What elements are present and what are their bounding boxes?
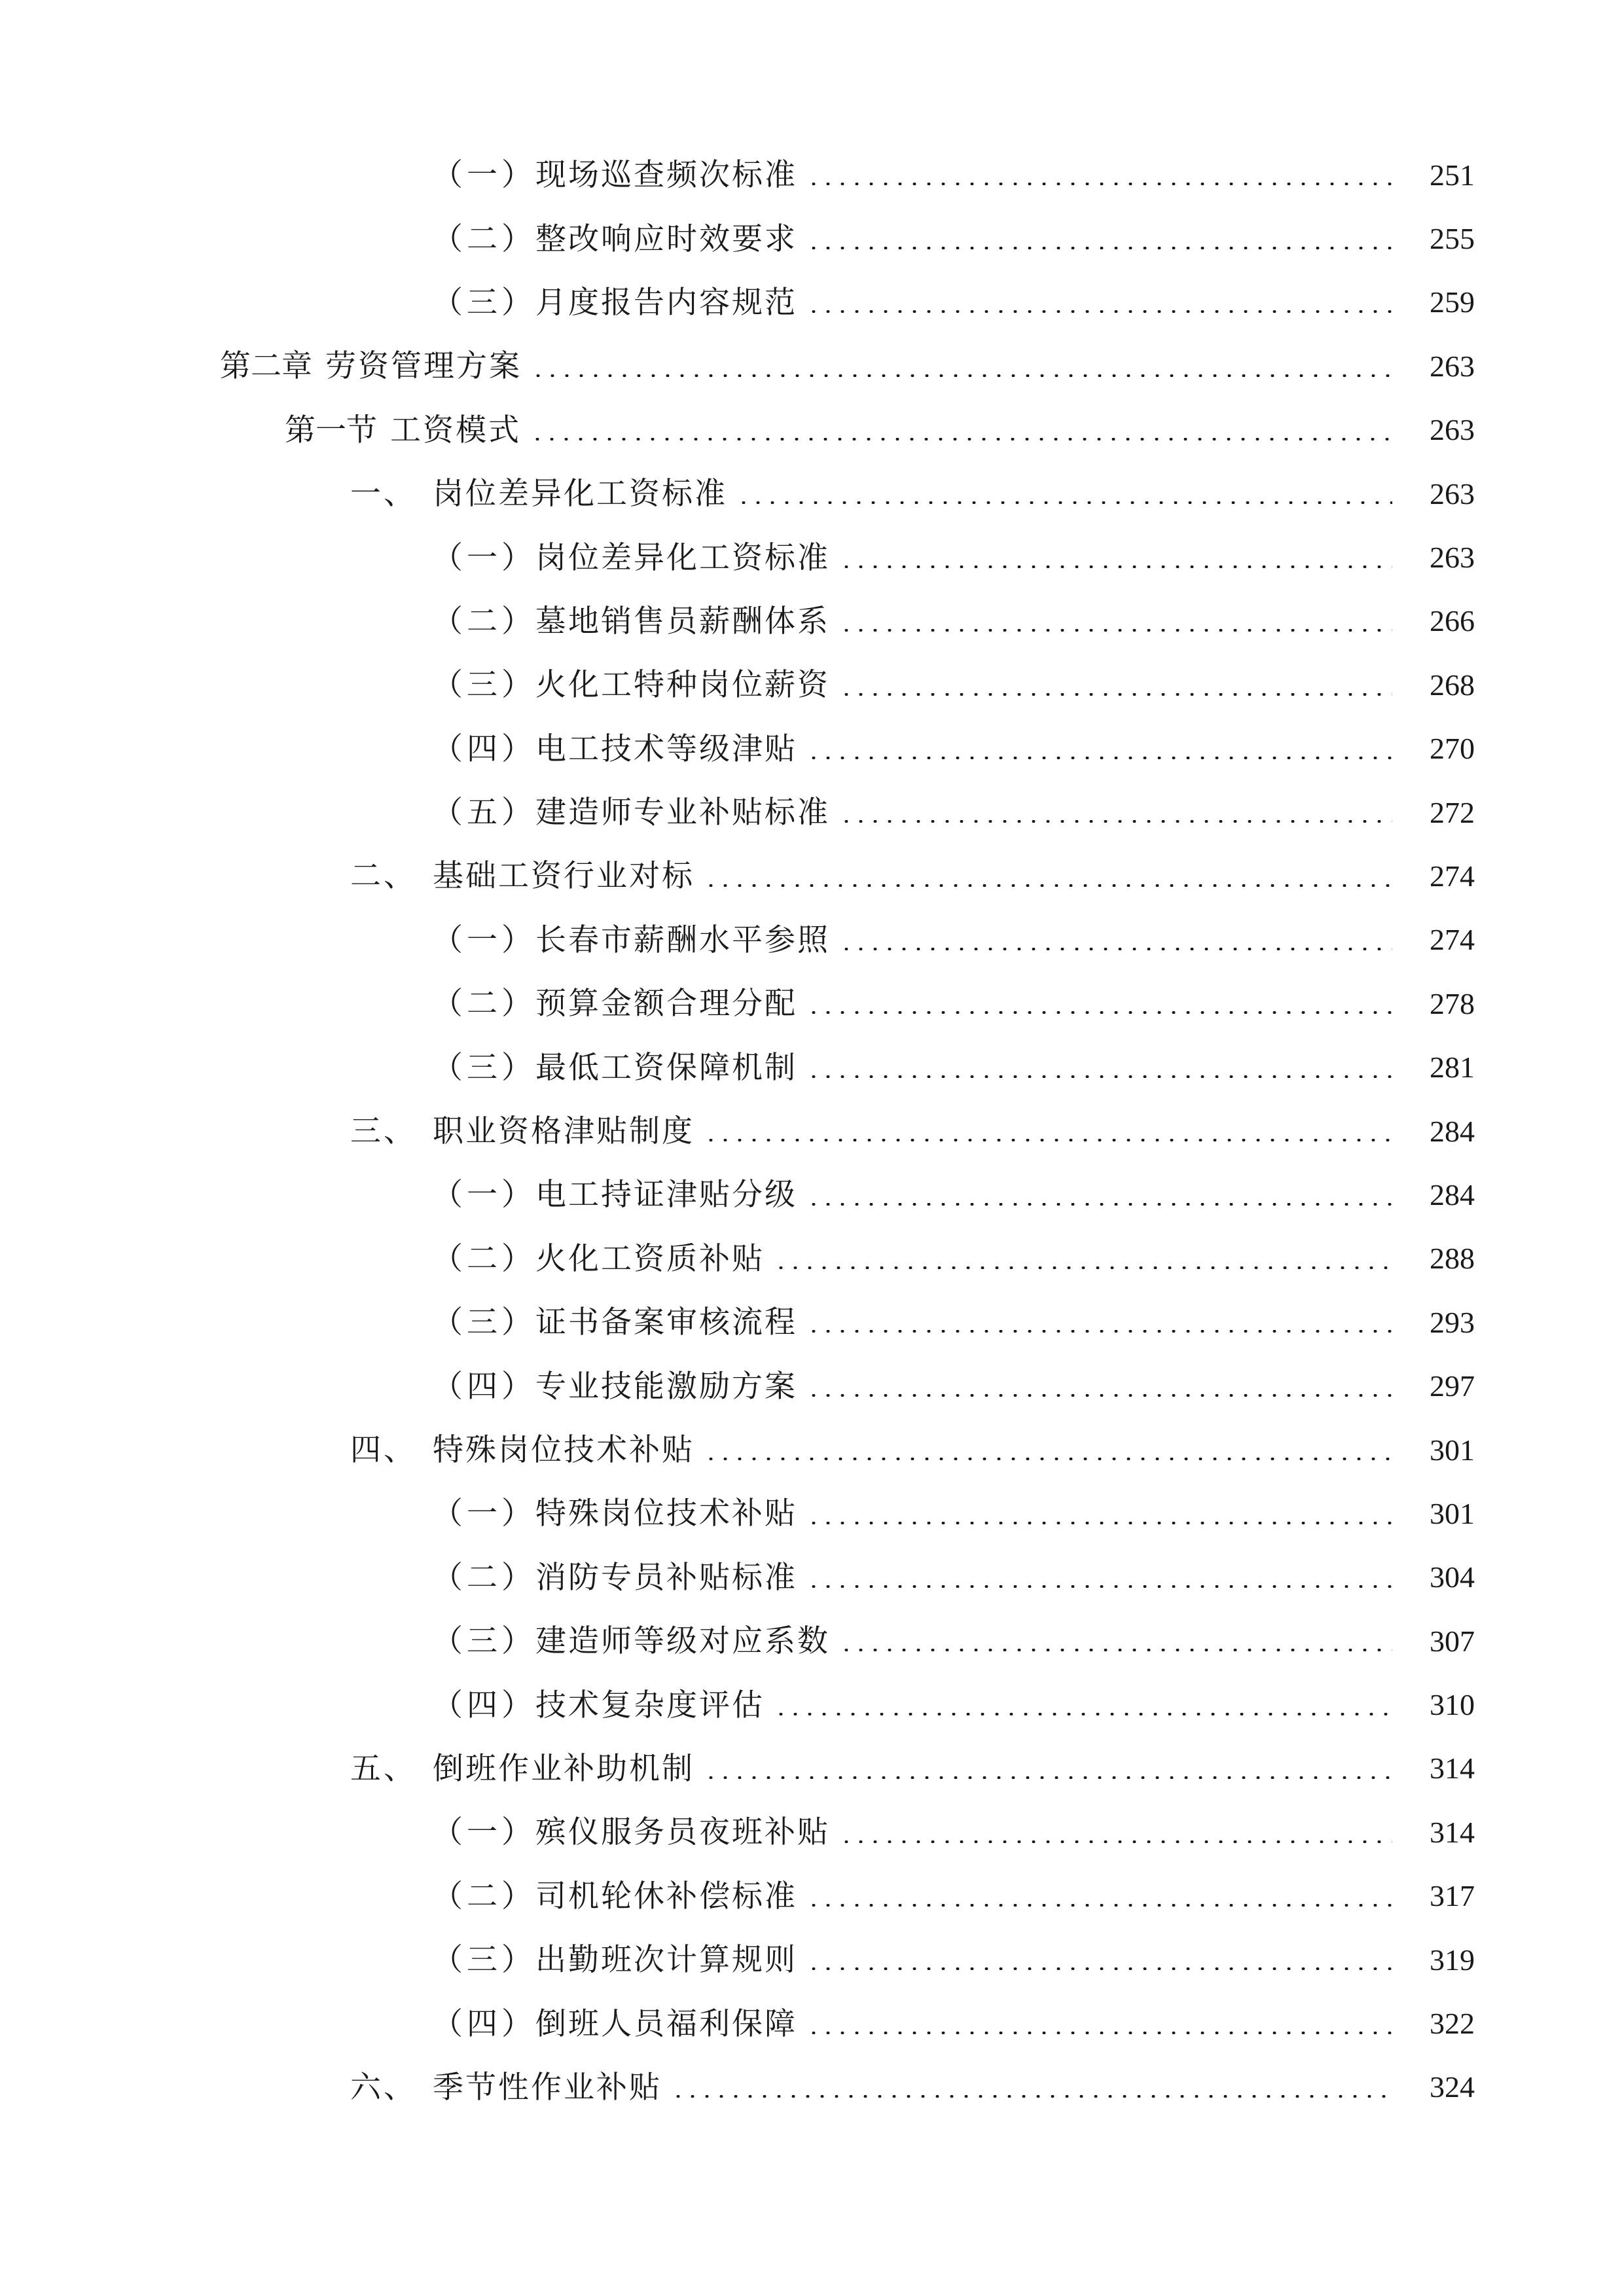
toc-entry-number: （二） (432, 1559, 536, 1596)
toc-entry-number: 三、 (350, 1113, 417, 1150)
toc-entry-title: 建造师专业补贴标准 (535, 795, 830, 831)
toc-entry-number: （四） (432, 2005, 536, 2042)
toc-entry-sub[interactable] (0, 1609, 1624, 1673)
toc-entry-page-number: 266 (1430, 604, 1475, 638)
toc-entry-page-number: 304 (1430, 1560, 1475, 1594)
toc-entry-title: 岗位差异化工资标准 (433, 476, 727, 512)
toc-entry-page-number: 307 (1430, 1624, 1475, 1658)
toc-entry-sub[interactable] (0, 1035, 1624, 1099)
toc-entry-sub[interactable] (0, 1227, 1624, 1291)
dot-leader (806, 757, 1392, 759)
toc-entry-page-number: 324 (1430, 2070, 1475, 2104)
toc-entry-title: 特殊岗位技术补贴 (535, 1496, 797, 1532)
dot-leader (806, 1522, 1392, 1524)
toc-entry-page-number: 272 (1430, 795, 1475, 829)
toc-entry-title: 倒班人员福利保障 (535, 2005, 797, 2042)
toc-entry-title: 证书备案审核流程 (535, 1304, 797, 1341)
dot-leader (806, 247, 1392, 249)
toc-entry-sub[interactable] (0, 143, 1624, 207)
dot-leader (806, 1075, 1392, 1078)
dot-leader (839, 948, 1392, 950)
toc-entry-title: 出勤班次计算规则 (535, 1942, 797, 1979)
toc-entry-page-number: 274 (1430, 859, 1475, 893)
toc-entry-title: 消防专员补贴标准 (535, 1559, 797, 1596)
toc-entry-title: 月度报告内容规范 (535, 284, 797, 321)
toc-entry-page-number: 270 (1430, 732, 1475, 766)
toc-entry-sub[interactable] (0, 1992, 1624, 2055)
dot-leader (839, 1840, 1392, 1843)
dot-leader (806, 1967, 1392, 1970)
toc-entry-page-number: 284 (1430, 1114, 1475, 1148)
toc-entry-number: （一） (432, 1496, 536, 1532)
toc-entry-sub[interactable] (0, 207, 1624, 270)
dot-leader (806, 1011, 1392, 1014)
toc-entry-item[interactable] (0, 1418, 1624, 1482)
toc-entry-number: （四） (432, 1687, 536, 1723)
dot-leader (704, 884, 1392, 887)
toc-entry-title: 专业技能激励方案 (535, 1368, 797, 1405)
toc-entry-page-number: 263 (1430, 413, 1475, 447)
dot-leader (774, 1266, 1392, 1269)
table-of-contents (0, 143, 1624, 2119)
dot-leader (736, 501, 1392, 504)
toc-entry-number: （二） (432, 1878, 536, 1914)
dot-leader (839, 693, 1392, 696)
toc-entry-number: （三） (432, 284, 536, 321)
toc-entry-number: （二） (432, 1240, 536, 1277)
toc-entry-item[interactable] (0, 1737, 1624, 1801)
toc-entry-title: 倒班作业补助机制 (433, 1750, 695, 1787)
toc-entry-page-number: 259 (1430, 285, 1475, 319)
toc-entry-sub[interactable] (0, 590, 1624, 653)
toc-entry-title: 最低工资保障机制 (535, 1049, 797, 1086)
toc-entry-title: 职业资格津贴制度 (433, 1113, 695, 1150)
toc-entry-page-number: 281 (1430, 1050, 1475, 1085)
toc-entry-title: 劳资管理方案 (325, 348, 522, 385)
toc-entry-sub[interactable] (0, 1163, 1624, 1227)
toc-entry-page-number: 297 (1430, 1369, 1475, 1403)
toc-entry-page-number: 314 (1430, 1815, 1475, 1849)
toc-entry-title: 基础工资行业对标 (433, 858, 695, 895)
toc-entry-number: （一） (432, 1814, 536, 1851)
toc-entry-page-number: 263 (1430, 541, 1475, 575)
toc-entry-page-number: 293 (1430, 1305, 1475, 1339)
toc-entry-sub[interactable] (0, 717, 1624, 781)
dot-leader (806, 310, 1392, 313)
toc-entry-page-number: 255 (1430, 222, 1475, 256)
dot-leader (839, 629, 1392, 632)
toc-entry-number: （一） (432, 1177, 536, 1213)
toc-entry-item[interactable] (0, 1100, 1624, 1163)
toc-entry-page-number: 274 (1430, 923, 1475, 957)
dot-leader (806, 1330, 1392, 1333)
toc-entry-page-number: 319 (1430, 1943, 1475, 1977)
toc-entry-title: 建造师等级对应系数 (535, 1623, 830, 1660)
toc-entry-number: （一） (432, 539, 536, 576)
toc-entry-title: 现场巡查频次标准 (535, 157, 797, 194)
dot-leader (806, 183, 1392, 185)
dot-leader (839, 1649, 1392, 1651)
toc-entry-title: 整改响应时效要求 (535, 221, 797, 257)
toc-entry-title: 技术复杂度评估 (535, 1687, 765, 1723)
toc-entry-sub[interactable] (0, 972, 1624, 1035)
toc-entry-number: 一、 (350, 476, 417, 512)
toc-entry-number: （四） (432, 1368, 536, 1405)
toc-entry-number: 五、 (350, 1750, 417, 1787)
toc-entry-number: （三） (432, 667, 536, 704)
toc-entry-page-number: 263 (1430, 476, 1475, 511)
toc-entry-sub[interactable] (0, 1673, 1624, 1736)
toc-entry-number: （二） (432, 221, 536, 257)
toc-entry-page-number: 301 (1430, 1433, 1475, 1467)
toc-entry-item[interactable] (0, 462, 1624, 526)
toc-entry-item[interactable] (0, 2056, 1624, 2119)
toc-entry-number: （一） (432, 157, 536, 194)
toc-entry-title: 预算金额合理分配 (535, 986, 797, 1022)
toc-entry-sub[interactable] (0, 1546, 1624, 1609)
toc-entry-title: 电工技术等级津贴 (535, 730, 797, 767)
toc-entry-page-number: 314 (1430, 1751, 1475, 1785)
toc-entry-sub[interactable] (0, 1928, 1624, 1992)
dot-leader (531, 374, 1392, 377)
toc-entry-title: 火化工资质补贴 (535, 1240, 765, 1277)
toc-entry-page-number: 278 (1430, 986, 1475, 1020)
toc-entry-number: （三） (432, 1304, 536, 1341)
toc-entry-page-number: 284 (1430, 1177, 1475, 1211)
toc-entry-page-number: 251 (1430, 158, 1475, 192)
toc-entry-sub[interactable] (0, 653, 1624, 717)
dot-leader (530, 438, 1392, 440)
toc-entry-number: 二、 (350, 858, 417, 895)
toc-entry-number: （四） (432, 730, 536, 767)
toc-entry-title: 长春市薪酬水平参照 (535, 922, 830, 958)
toc-entry-number: 四、 (350, 1432, 417, 1468)
toc-entry-sub[interactable] (0, 781, 1624, 844)
toc-entry-number: （三） (432, 1049, 536, 1086)
dot-leader (806, 1585, 1392, 1588)
toc-entry-sub[interactable] (0, 271, 1624, 334)
toc-entry-title: 殡仪服务员夜班补贴 (535, 1814, 830, 1851)
dot-leader (806, 2032, 1392, 2034)
toc-entry-number: 第一节 (285, 412, 377, 448)
toc-entry-number: （五） (432, 795, 536, 831)
dot-leader (806, 1904, 1392, 1907)
toc-entry-number: 六、 (350, 2069, 417, 2106)
toc-entry-page-number: 322 (1430, 2007, 1475, 2041)
dot-leader (774, 1713, 1392, 1715)
dot-leader (839, 565, 1392, 568)
toc-entry-sub[interactable] (0, 526, 1624, 589)
toc-entry-title: 岗位差异化工资标准 (535, 539, 830, 576)
dot-leader (839, 820, 1392, 823)
toc-entry-number: （二） (432, 986, 536, 1022)
dot-leader (671, 2095, 1392, 2098)
dot-leader (704, 1776, 1392, 1779)
toc-entry-title: 工资模式 (390, 412, 521, 448)
toc-entry-title: 墓地销售员薪酬体系 (535, 603, 830, 639)
toc-entry-number: （三） (432, 1942, 536, 1979)
toc-entry-section[interactable] (0, 399, 1624, 462)
toc-entry-page-number: 268 (1430, 668, 1475, 702)
toc-entry-item[interactable] (0, 844, 1624, 908)
toc-entry-title: 季节性作业补贴 (433, 2069, 662, 2106)
toc-entry-sub[interactable] (0, 1482, 1624, 1545)
toc-entry-page-number: 310 (1430, 1688, 1475, 1722)
toc-entry-page-number: 263 (1430, 349, 1475, 383)
toc-entry-number: （二） (432, 603, 536, 639)
toc-entry-page-number: 317 (1430, 1879, 1475, 1913)
dot-leader (806, 1394, 1392, 1397)
toc-entry-sub[interactable] (0, 1865, 1624, 1928)
toc-entry-sub[interactable] (0, 908, 1624, 972)
toc-entry-number: （三） (432, 1623, 536, 1660)
toc-entry-sub[interactable] (0, 1801, 1624, 1864)
toc-entry-sub[interactable] (0, 1291, 1624, 1354)
toc-entry-title: 特殊岗位技术补贴 (433, 1432, 695, 1468)
toc-entry-sub[interactable] (0, 1354, 1624, 1418)
toc-entry-chapter[interactable] (0, 334, 1624, 398)
dot-leader (806, 1203, 1392, 1206)
toc-entry-number: 第二章 (220, 348, 312, 385)
toc-entry-page-number: 301 (1430, 1496, 1475, 1530)
dot-leader (704, 1458, 1392, 1460)
toc-entry-title: 司机轮休补偿标准 (535, 1878, 797, 1914)
dot-leader (704, 1139, 1392, 1141)
toc-entry-number: （一） (432, 922, 536, 958)
toc-entry-page-number: 288 (1430, 1242, 1475, 1276)
toc-entry-title: 火化工特种岗位薪资 (535, 667, 830, 704)
toc-entry-title: 电工持证津贴分级 (535, 1177, 797, 1213)
